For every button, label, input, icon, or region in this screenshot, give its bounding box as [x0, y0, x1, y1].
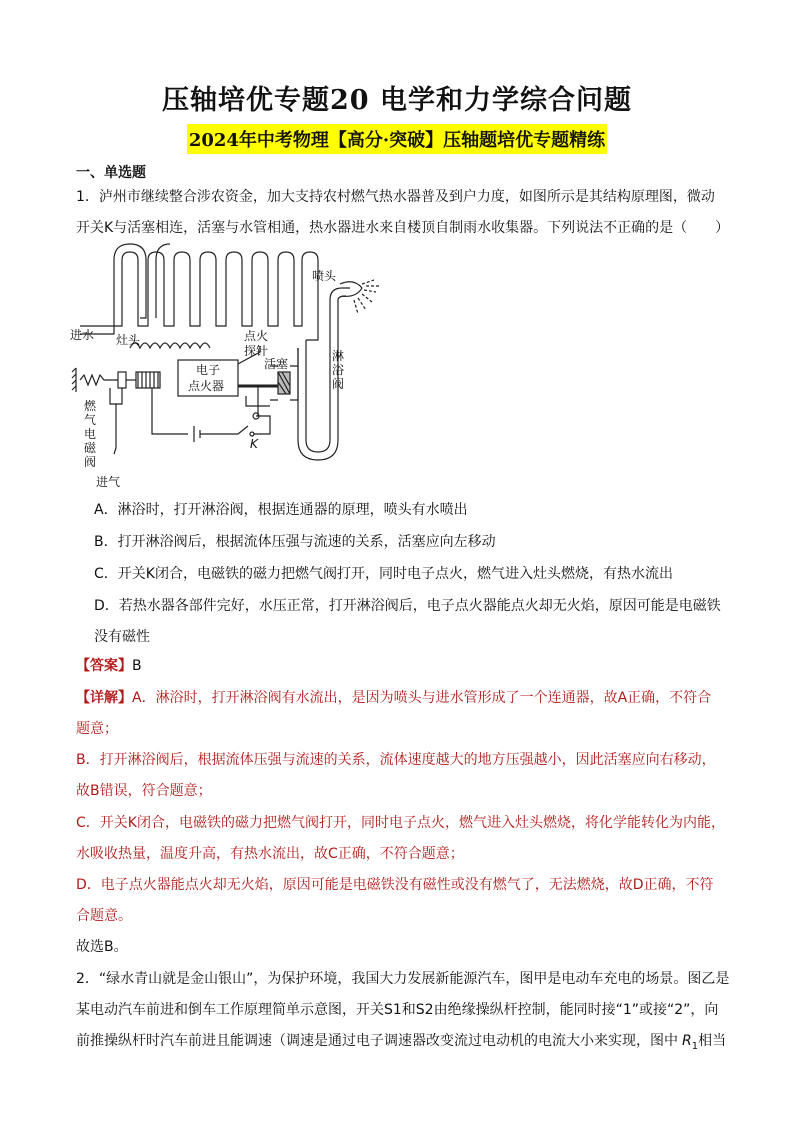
q1-option-d-line1: D．若热水器各部件完好，水压正常，打开淋浴阀后，电子点火器能点火却无火焰，原因可能是电磁铁 [94, 598, 721, 614]
q2-stem-line2: 某电动汽车前进和倒车工作原理简单示意图，开关S1和S2由绝缘操纵杆控制，能同时接“1”或接“2”，向 [76, 1002, 719, 1018]
label-gas-valve-5: 阀 [84, 455, 97, 469]
label-gas-valve-4: 磁 [84, 441, 97, 455]
q1-conclusion: 故选B。 [76, 939, 128, 955]
q1-option-d-line2: 没有磁性 [94, 629, 150, 645]
label-shower-valve-1: 淋 [332, 349, 345, 363]
label-probe-1: 点火 [244, 329, 269, 343]
label-switch-k: K [250, 437, 258, 451]
label-nozzle: 喷头 [312, 269, 337, 283]
label-gas-valve-3: 电 [84, 427, 97, 441]
q1-stem-line1: 1．泸州市继续整合涉农资金，加大支持农村燃气热水器普及到户力度，如图所示是其结构原理图，微动 [76, 189, 715, 205]
nozzle-head [340, 282, 362, 297]
q1-detail-b1: B．打开淋浴阀后，根据流体压强与流速的关系，流体速度越大的地方压强越小，因此活塞应向右移动， [76, 752, 716, 768]
q1-detail-c2: 水吸收热量，温度升高，有热水流出，故C正确，不符合题意； [76, 846, 464, 862]
q2-line3-text: 前推操纵杆时汽车前进且能调速（调速是通过电子调速器改变流过电动机的电流大小来实现，图中 [76, 1033, 678, 1049]
label-inlet: 进水 [70, 328, 95, 342]
water-heater-diagram [70, 240, 390, 492]
q1-detail-d1: D．电子点火器能点火却无火焰，原因可能是电磁铁没有磁性或没有燃气了，无法燃烧，故D正确，不符 [76, 877, 714, 893]
q1-detail-c1: C．开关K闭合，电磁铁的磁力把燃气阀打开，同时电子点火，燃气进入灶头燃烧，将化学能转化为内能， [76, 815, 725, 831]
q2-stem-line1: 2．“绿水青山就是金山银山”，为保护环境，我国大力发展新能源汽车，图甲是电动车充电的场景。图乙是 [76, 971, 730, 987]
detail-a-line1: A．淋浴时，打开淋浴阀有水流出，是因为喷头与进水管形成了一个连通器，故A正确，不符合 [132, 690, 712, 706]
page-title: 压轴培优专题20 电学和力学综合问题 [162, 85, 632, 116]
q1-option-b: B．打开淋浴阀后，根据流体压强与流速的关系，活塞应向左移动 [94, 534, 496, 550]
label-shower-valve-3: 阀 [332, 377, 345, 391]
label-gas-valve-1: 燃 [84, 399, 97, 413]
q1-detail-a1 [76, 687, 711, 707]
label-igniter-2: 点火器 [188, 379, 225, 393]
label-gas-valve-2: 气 [84, 413, 97, 427]
label-gas-inlet: 进气 [96, 475, 121, 489]
label-shower-valve-2: 浴 [332, 363, 345, 377]
q1-answer [76, 655, 142, 675]
section-heading: 一、单选题 [76, 165, 146, 181]
label-piston: 活塞 [264, 357, 289, 371]
answer-tag: 【答案】 [76, 658, 132, 674]
label-igniter-1: 电子 [196, 363, 221, 377]
page-subtitle: 2024年中考物理【高分·突破】压轴题培优专题精练 [187, 124, 607, 154]
q2-r-symbol: R [682, 1033, 692, 1049]
solenoid-coil [138, 372, 158, 388]
q1-option-a: A．淋浴时，打开淋浴阀，根据连通器的原理，喷头有水喷出 [94, 502, 468, 518]
detail-tag: 【详解】 [76, 690, 132, 706]
burner-flame [130, 343, 210, 348]
q1-stem-line2: 开关K与活塞相连，活塞与水管相通，热水器进水来自楼顶自制雨水收集器。下列说法不正确的是（ ） [76, 220, 730, 236]
q1-detail-a2: 题意； [76, 721, 118, 737]
serpentine-pipe [80, 252, 318, 340]
q1-detail-d2: 合题意。 [76, 908, 132, 924]
answer-value: B [132, 658, 142, 674]
spring [80, 375, 118, 385]
label-probe-2: 探针 [244, 344, 269, 358]
q1-detail-b2: 故B错误，符合题意； [76, 783, 212, 799]
q2-r-subscript: 1 [691, 1040, 699, 1052]
label-burner: 灶头 [116, 333, 141, 347]
q1-option-c: C．开关K闭合，电磁铁的磁力把燃气阀打开，同时电子点火，燃气进入灶头燃烧，有热水流出 [94, 566, 673, 582]
q2-line3-end: 相当 [698, 1033, 727, 1049]
q2-stem-line3 [76, 1030, 726, 1052]
